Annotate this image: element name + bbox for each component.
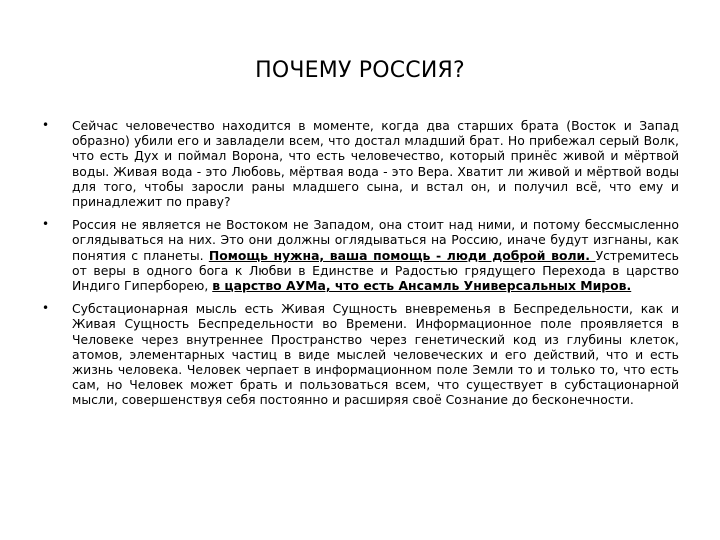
bullet-icon: •	[42, 118, 50, 132]
emphasis-text: Помощь нужна, ваша помощь - люди доброй воли.	[208, 247, 596, 263]
bullet-item-2	[42, 217, 679, 293]
bullet-icon: •	[42, 301, 50, 316]
bullet-list	[42, 118, 679, 416]
bullet-text: Устремитесь от веры в одного бога к Любви в Единстве и Радостью грядущего Перехода в царство Индиго Гиперборею,	[72, 247, 679, 294]
bullet-text: Субстационарная мысль есть Живая Сущность вневременья в Беспредельности, как и Живая Сущность Беспредельности во Времени. Информационное поле проявляется в Человеке через внутреннее Пространство через генетический код из глубины клеток, атомов, элементарных частиц в виде мыслей человеческих и его действий, что и есть жизнь человека. Человек черпает в информационном поле Земли то и только то, что есть сам, но Человек может брать и пользоваться всем, что существует в субстационарной мысли, совершенствуя себя постоянно и расширяя своё Сознание до бесконечности.	[72, 301, 679, 408]
bullet-item-3	[42, 301, 679, 407]
bullet-icon: •	[42, 217, 50, 232]
bullet-text: Сейчас человечество находится в моменте, когда два старших брата (Восток и Запад образно) убили его и завладели всем, что достал младший брат. Но прибежал серый Волк, что есть Дух и поймал Ворона, что есть человечество, который принёс живой и мёртвой воды. Живая вода - это Любовь, мёртвая вода - это Вера. Хватит ли живой и мёртвой воды для того, чтобы заросли раны младшего сына, и встал он, и получил всё, что ему и принадлежит по праву?	[72, 118, 679, 210]
bullet-item-1	[42, 118, 679, 209]
bullet-text: Россия не является не Востоком не Западом, она стоит над ними, и потому бессмысленно оглядываться на них. Это они должны оглядываться на Россию, иначе будут изгнаны, как понятия с планеты.	[72, 217, 679, 263]
emphasis-text: в царство АУМа, что есть Ансамль Универсальных Миров.	[212, 278, 632, 294]
slide-title: ПОЧЕМУ РОССИЯ?	[255, 58, 465, 83]
